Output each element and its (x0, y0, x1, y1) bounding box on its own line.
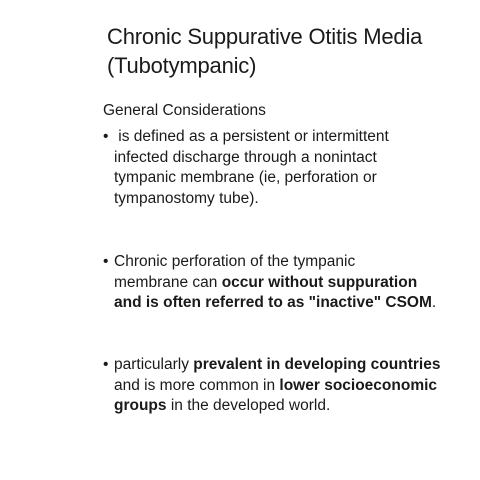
bullet-2-line-3-bold: and is often referred to as "inactive" CSOM (114, 294, 432, 311)
bullet-dot-icon: • (103, 253, 109, 270)
bullet-2-line-1: Chronic perforation of the tympanic (114, 253, 356, 270)
bullet-3-line-1-bold: prevalent in developing countries (193, 356, 441, 373)
bullet-item-2 (103, 252, 437, 314)
bullet-dot-icon: • (103, 128, 109, 145)
bullet-3-line-2-normal: and is more common in (114, 376, 280, 394)
bullet-1-line-4: tympanostomy tube). (114, 189, 259, 207)
slide-title-line-2: (Tubotympanic) (107, 53, 257, 78)
bullet-1-line-3: tympanic membrane (ie, perforation or (114, 169, 377, 186)
section-heading: General Considerations (103, 102, 266, 119)
bullet-1-line-1: is defined as a persistent or intermittent (114, 128, 389, 145)
bullet-text-1 (114, 127, 433, 209)
bullet-1-line-2: infected discharge through a nonintact (114, 148, 377, 166)
bullet-3-line-1 (114, 355, 441, 376)
bullet-2-line-3-normal: . (431, 294, 437, 311)
bullet-2-line-2-bold: occur without suppuration (221, 273, 418, 291)
bullet-2-line-2-normal: membrane can (114, 273, 222, 291)
bullet-3-line-2-bold: lower socioeconomic (279, 376, 438, 394)
bullet-text-3 (114, 355, 441, 417)
bullet-3-line-3-bold: groups (114, 397, 167, 414)
bullet-item-1 (103, 127, 433, 209)
bullet-3-line-3-normal: in the developed world. (166, 397, 331, 414)
bullet-2-line-2 (114, 273, 433, 294)
bullet-dot-icon: • (103, 356, 109, 373)
bullet-3-line-2 (114, 376, 438, 397)
bullet-text-2 (114, 252, 437, 314)
bullet-2-line-3 (114, 293, 437, 314)
bullet-item-3 (103, 355, 441, 417)
slide-title (107, 22, 447, 80)
bullet-3-line-3 (114, 396, 433, 417)
bullet-3-line-1-normal: particularly (114, 356, 194, 373)
slide-title-line-1: Chronic Suppurative Otitis Media (107, 24, 423, 49)
